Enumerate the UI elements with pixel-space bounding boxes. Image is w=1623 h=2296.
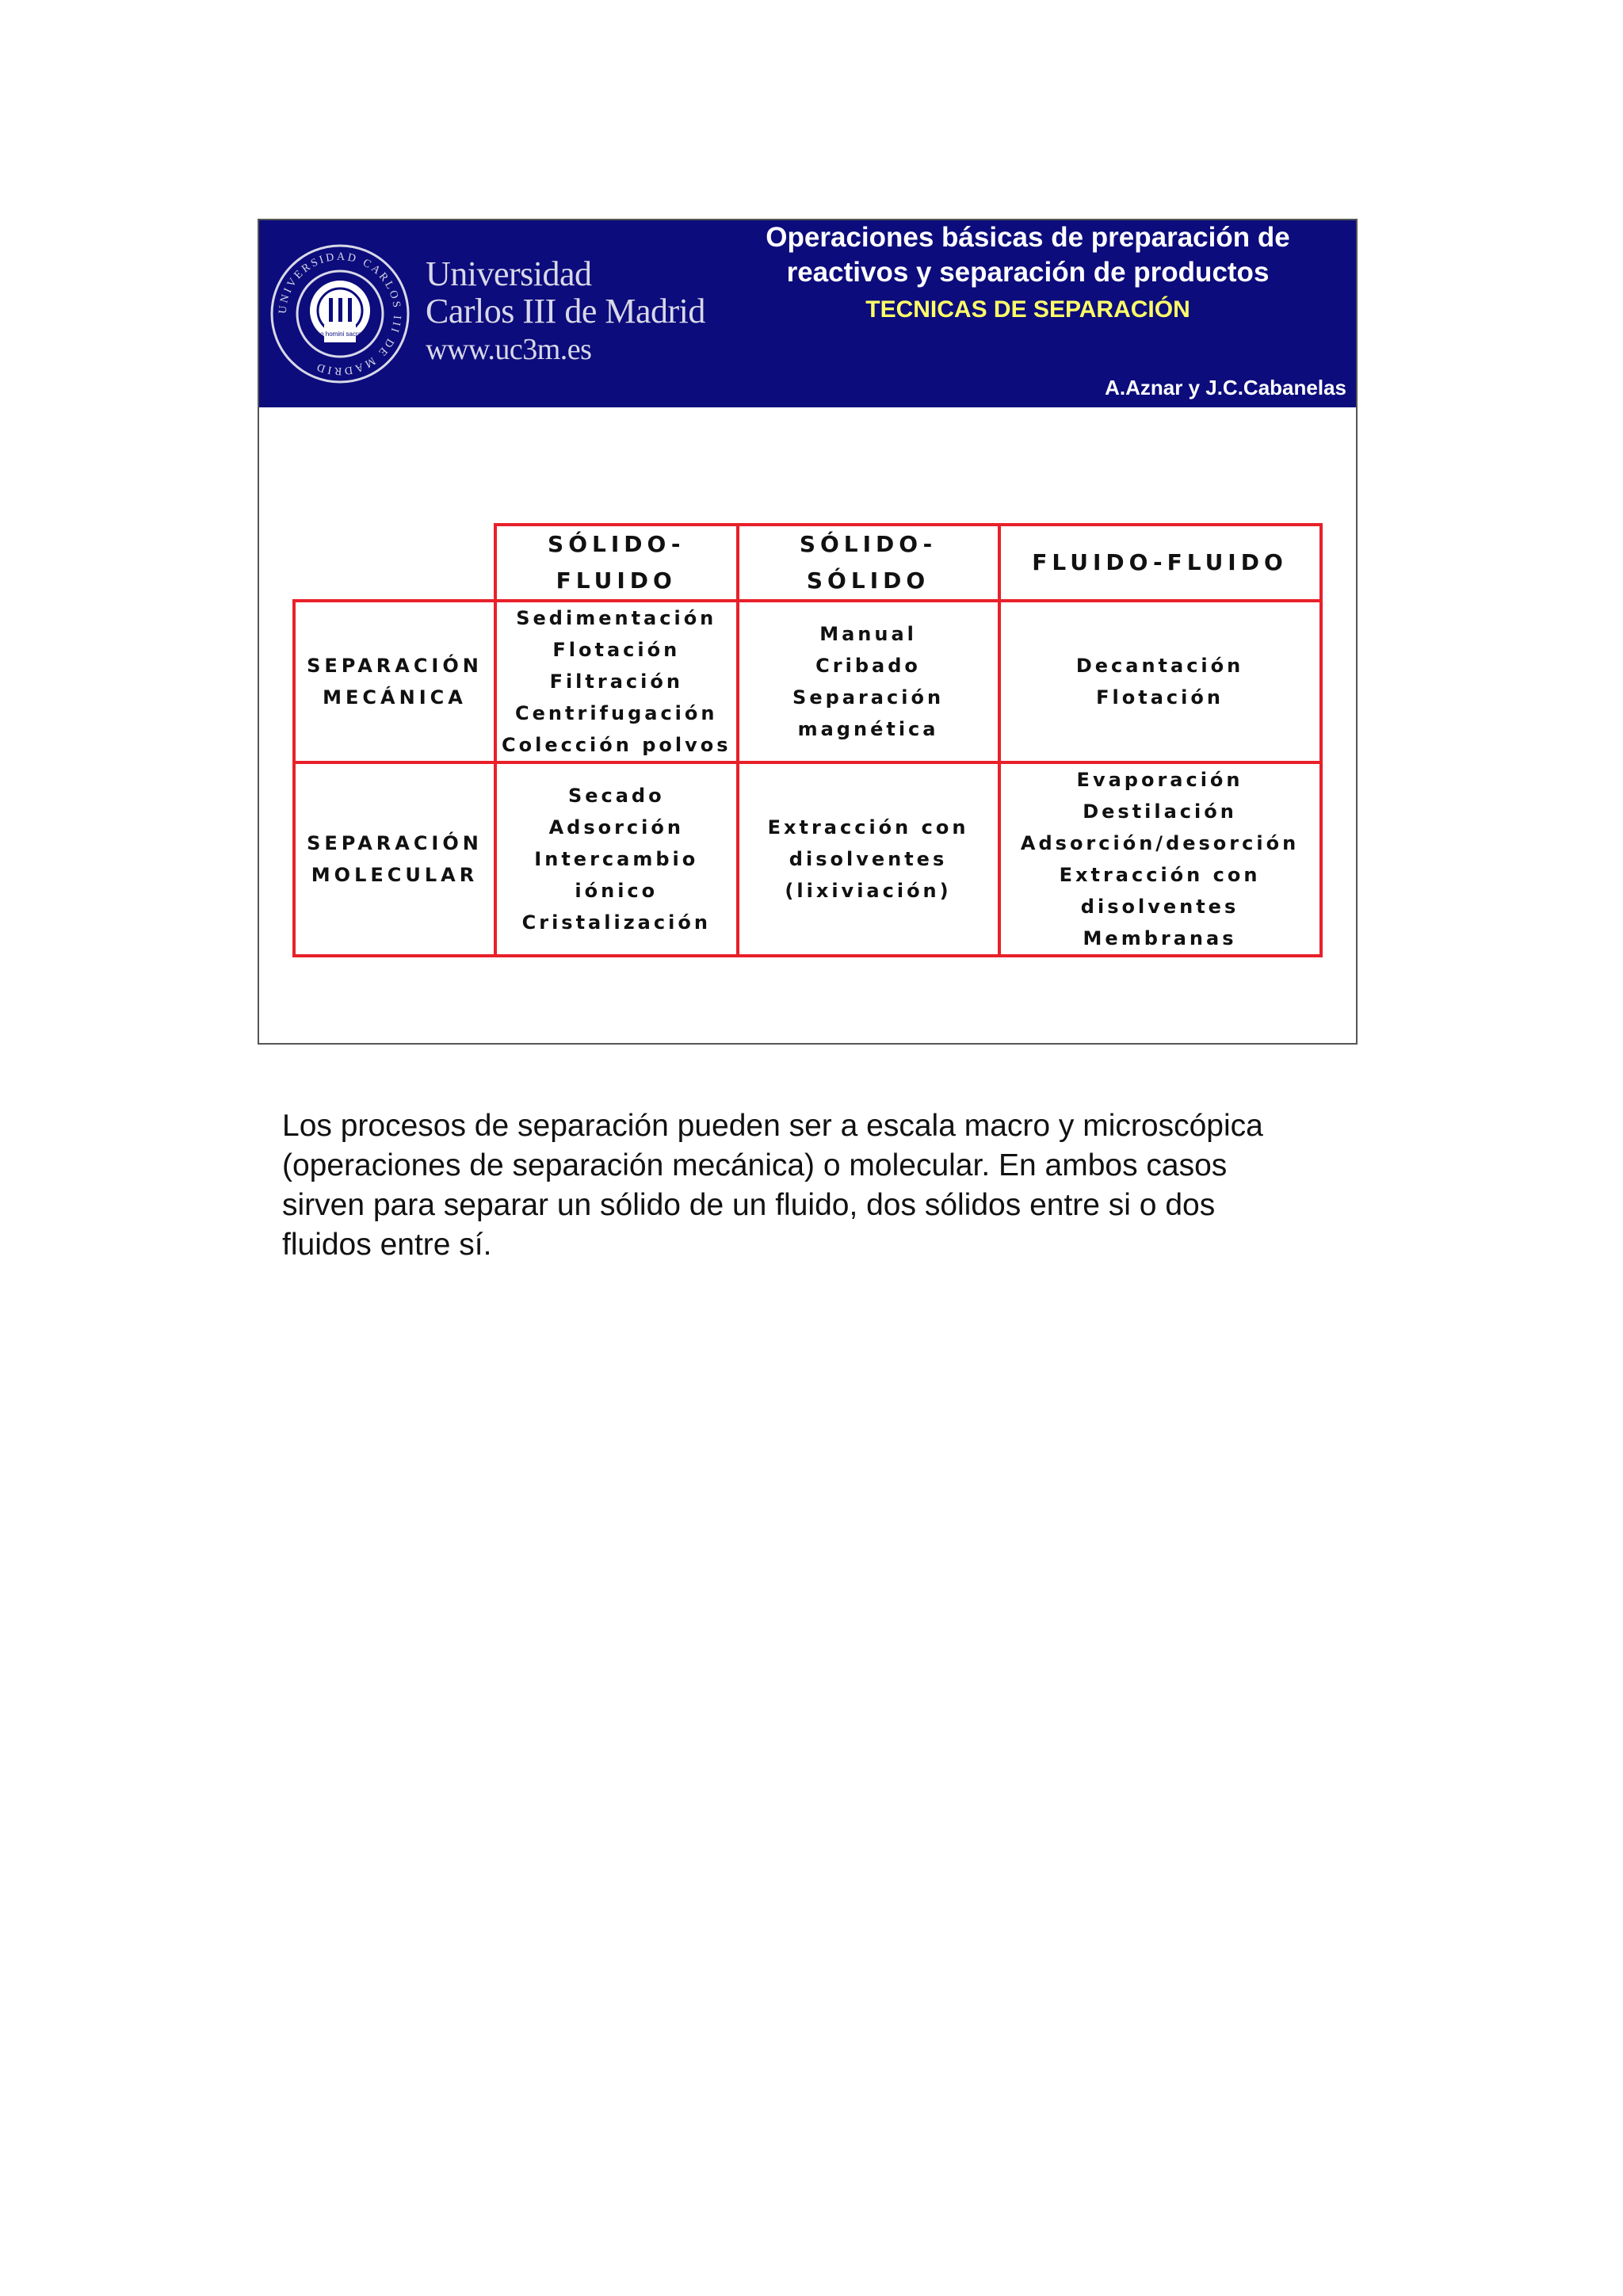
- cell-line: disolventes: [789, 848, 948, 870]
- column-header-solido-solido: [738, 525, 999, 601]
- cell-line: Manual: [819, 623, 917, 645]
- cell-line: Filtración: [549, 670, 683, 693]
- column-header-fluido-fluido: [999, 525, 1321, 601]
- column-header-line: SÓLIDO-: [799, 531, 938, 557]
- cell-line: Intercambio: [534, 848, 699, 870]
- authors: A.Aznar y J.C.Cabanelas: [1105, 376, 1346, 399]
- university-website: www.uc3m.es: [426, 333, 592, 366]
- section-title: TECNICAS DE SEPARACIÓN: [865, 296, 1190, 323]
- cell-line: Cribado: [815, 655, 921, 677]
- slide: [258, 219, 1358, 1045]
- row-header-separacion-mecanica: [294, 601, 495, 762]
- cell-line: disolventes: [1080, 896, 1239, 918]
- cell-line: Secado: [567, 785, 665, 807]
- cell-line: (lixiviación): [785, 880, 952, 902]
- seal-motto: homo homini sacra res: [307, 330, 372, 338]
- course-title-line2: reactivos y separación de productos: [786, 257, 1270, 288]
- cell-line: Adsorción: [548, 816, 684, 839]
- cell-molecular-solido-solido: [738, 762, 999, 956]
- column-header-line: FLUIDO-FLUIDO: [1032, 549, 1288, 575]
- cell-line: Decantación: [1075, 655, 1244, 677]
- row-header-line: MOLECULAR: [311, 864, 479, 886]
- body-line: sirven para separar un sólido de un fluido, dos sólidos entre si o dos: [282, 1188, 1216, 1222]
- cell-molecular-solido-fluido: [495, 762, 738, 956]
- cell-line: Cristalización: [521, 911, 711, 934]
- cell-mecanica-solido-fluido: [495, 601, 738, 762]
- cell-line: Extracción con: [1059, 864, 1261, 886]
- cell-line: Colección polvos: [502, 734, 731, 756]
- row-header-line: MECÁNICA: [323, 686, 467, 709]
- cell-mecanica-fluido-fluido: [999, 601, 1321, 762]
- column-header-line: SÓLIDO: [806, 567, 930, 594]
- table-row-mecanica: [294, 601, 1321, 762]
- cell-line: Sedimentación: [516, 607, 717, 629]
- course-title-line1: Operaciones básicas de preparación de: [766, 222, 1290, 253]
- separation-techniques-table: [292, 523, 1323, 957]
- body-line: Los procesos de separación pueden ser a escala macro y microscópica: [282, 1109, 1263, 1143]
- cell-line: magnética: [797, 718, 939, 740]
- table-corner-cell: [294, 525, 495, 601]
- column-header-line: FLUIDO: [556, 567, 677, 594]
- university-name-line2: Carlos III de Madrid: [426, 292, 705, 330]
- column-header-solido-fluido: [495, 525, 738, 601]
- cell-line: Separación: [792, 686, 945, 709]
- cell-molecular-fluido-fluido: [999, 762, 1321, 956]
- cell-line: Destilación: [1083, 800, 1237, 823]
- cell-line: Extracción con: [767, 816, 969, 839]
- column-header-line: SÓLIDO-: [548, 531, 685, 557]
- table-row-molecular: [294, 762, 1321, 956]
- row-header-separacion-molecular: [294, 762, 495, 956]
- row-header-line: SEPARACIÓN: [307, 655, 483, 677]
- slide-header: [259, 220, 1356, 407]
- university-name-line1: Universidad: [426, 254, 592, 293]
- seal-ring-text: UNIVERSIDAD CARLOS III DE MADRID: [277, 250, 403, 377]
- body-line: (operaciones de separación mecánica) o molecular. En ambos casos: [282, 1148, 1228, 1182]
- cell-line: Adsorción/desorción: [1020, 832, 1300, 854]
- course-title: [703, 220, 1353, 290]
- university-name: [426, 255, 705, 369]
- cell-line: Flotación: [552, 639, 681, 661]
- body-paragraph: [282, 1106, 1336, 1265]
- row-header-line: SEPARACIÓN: [307, 832, 483, 854]
- university-seal-icon: [269, 243, 411, 385]
- cell-line: iónico: [575, 880, 659, 902]
- cell-line: Centrifugación: [515, 702, 718, 724]
- cell-line: Membranas: [1083, 927, 1237, 949]
- cell-mecanica-solido-solido: [738, 601, 999, 762]
- table-header-row: [294, 525, 1321, 601]
- cell-line: Evaporación: [1076, 769, 1243, 791]
- body-line: fluidos entre sí.: [282, 1228, 492, 1262]
- cell-line: Flotación: [1096, 686, 1224, 709]
